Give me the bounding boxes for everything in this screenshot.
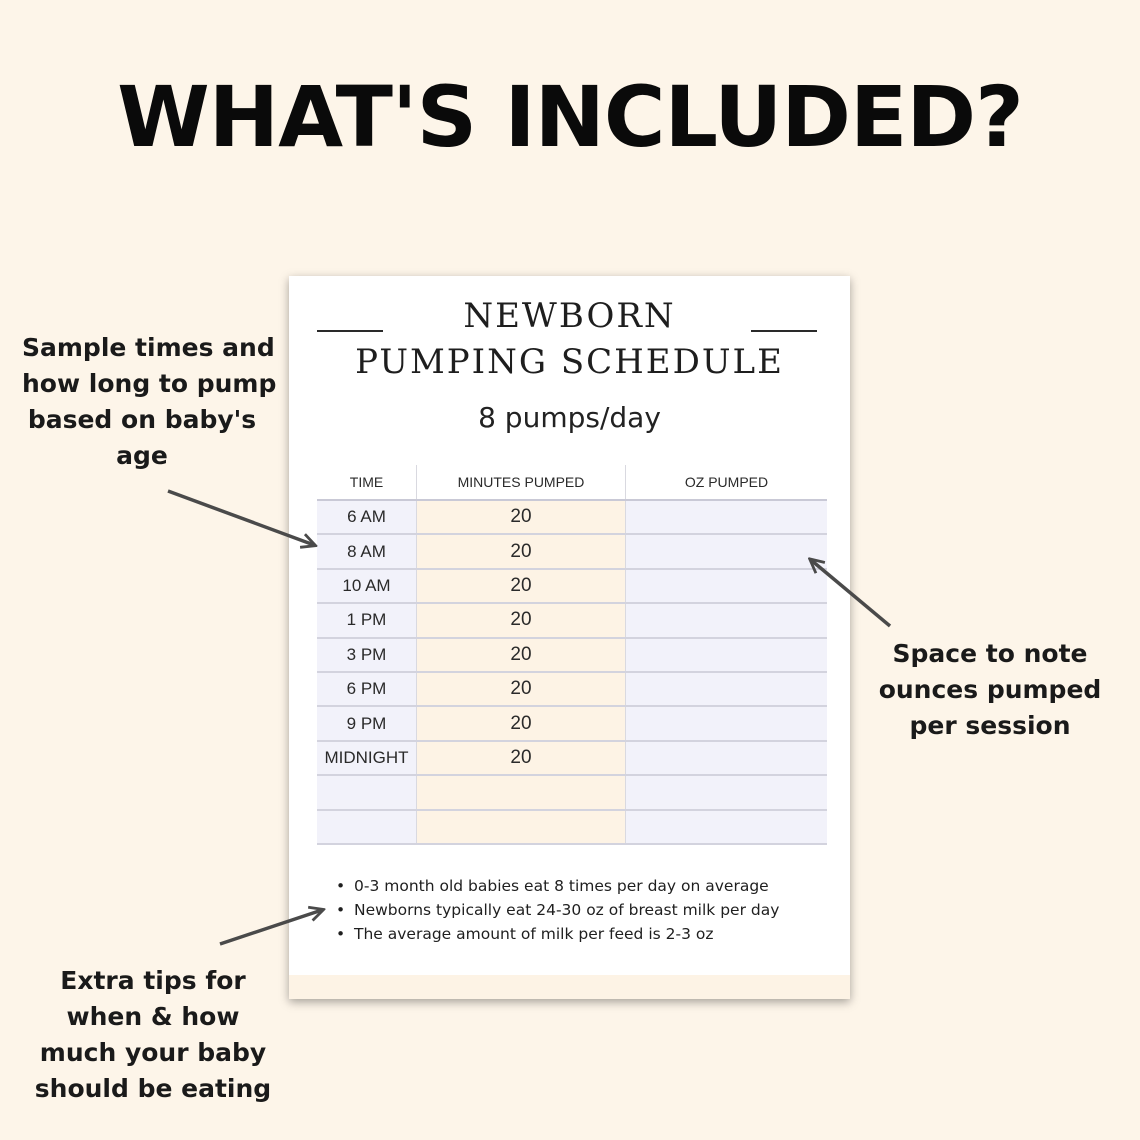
cell-time: 8 AM xyxy=(317,535,416,567)
cell-time: 3 PM xyxy=(317,639,416,671)
cell-time: 9 PM xyxy=(317,707,416,739)
arrow-to-oz-column-icon xyxy=(811,560,890,626)
cell-minutes: 20 xyxy=(416,501,626,533)
callout-line: Space to note xyxy=(892,639,1088,668)
sheet-subtitle: 8 pumps/day xyxy=(478,401,661,434)
header-oz-pumped: OZ PUMPED xyxy=(684,474,769,490)
arrow-to-tips-icon xyxy=(220,910,322,944)
cell-minutes: 20 xyxy=(416,742,626,774)
callout-line: age xyxy=(116,441,168,470)
callout-line: much your baby xyxy=(39,1038,267,1067)
cell-minutes: 20 xyxy=(416,535,626,567)
cell-time: 6 PM xyxy=(317,673,416,705)
cell-time: 1 PM xyxy=(317,604,416,636)
callout-line: should be eating xyxy=(34,1074,272,1103)
cell-minutes: 20 xyxy=(416,673,626,705)
cell-minutes: 20 xyxy=(416,707,626,739)
cell-time: 6 AM xyxy=(317,501,416,533)
header-time: TIME xyxy=(349,474,384,490)
tip-item: • The average amount of milk per feed is 2-3 oz xyxy=(334,922,779,946)
callout-line: per session xyxy=(909,711,1071,740)
callout-line: how long to pump xyxy=(22,369,277,398)
tip-item: • 0-3 month old babies eat 8 times per day on average xyxy=(334,874,779,898)
page-headline: WHAT'S INCLUDED? xyxy=(117,68,1023,166)
header-minutes-pumped: MINUTES PUMPED xyxy=(416,465,626,499)
cell-time: 10 AM xyxy=(317,570,416,602)
cell-minutes: 20 xyxy=(416,639,626,671)
callout-line: ounces pumped xyxy=(878,675,1102,704)
cell-minutes: 20 xyxy=(416,604,626,636)
sheet-title-line-1: NEWBORN xyxy=(463,296,676,336)
callout-line: Sample times and xyxy=(22,333,275,362)
sheet-title-line-2: PUMPING SCHEDULE xyxy=(355,342,784,382)
arrow-to-time-column-icon xyxy=(168,491,314,545)
callout-line: based on baby's xyxy=(27,405,257,434)
cell-time: MIDNIGHT xyxy=(317,742,416,774)
callout-line: when & how xyxy=(66,1002,240,1031)
tip-item: • Newborns typically eat 24-30 oz of breast milk per day xyxy=(334,898,779,922)
callout-line: Extra tips for xyxy=(60,966,246,995)
cell-minutes: 20 xyxy=(416,570,626,602)
